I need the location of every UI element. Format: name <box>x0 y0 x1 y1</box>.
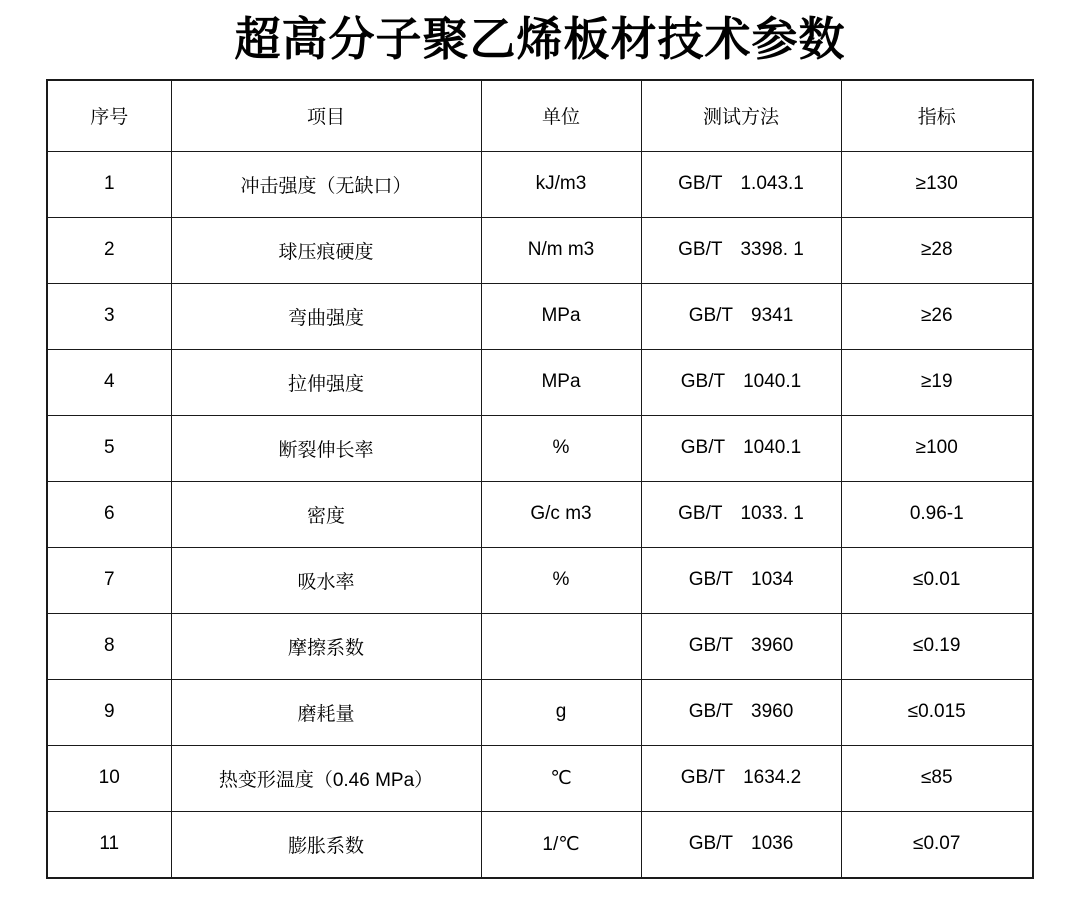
cell-method <box>641 547 841 613</box>
method-standard: GB/T <box>688 635 734 657</box>
method-standard: GB/T <box>678 239 723 261</box>
table-row <box>47 349 1033 415</box>
column-header-unit: 单位 <box>481 80 641 152</box>
cell-item: 冲击强度（无缺口） <box>171 151 481 217</box>
cell-index: ≥100 <box>841 415 1033 481</box>
method-number: 1040.1 <box>743 371 802 393</box>
cell-index: ≤0.015 <box>841 679 1033 745</box>
column-header-item: 项目 <box>171 80 481 152</box>
cell-item: 弯曲强度 <box>171 283 481 349</box>
cell-unit <box>481 613 641 679</box>
cell-index: ≥130 <box>841 151 1033 217</box>
cell-item: 热变形温度（0.46 MPa） <box>171 745 481 811</box>
cell-method <box>641 811 841 878</box>
table-header-row <box>47 80 1033 152</box>
method-standard: GB/T <box>680 437 726 459</box>
method-standard: GB/T <box>688 305 734 327</box>
cell-no: 8 <box>47 613 171 679</box>
cell-no: 1 <box>47 151 171 217</box>
cell-unit: g <box>481 679 641 745</box>
table-row <box>47 217 1033 283</box>
method-number: 3960 <box>751 701 794 723</box>
cell-unit: kJ/m3 <box>481 151 641 217</box>
table-row <box>47 151 1033 217</box>
method-standard: GB/T <box>688 701 734 723</box>
method-standard: GB/T <box>688 833 734 855</box>
cell-unit: % <box>481 415 641 481</box>
cell-item: 拉伸强度 <box>171 349 481 415</box>
cell-index: 0.96-1 <box>841 481 1033 547</box>
cell-unit: MPa <box>481 283 641 349</box>
cell-no: 2 <box>47 217 171 283</box>
cell-item: 膨胀系数 <box>171 811 481 878</box>
cell-method <box>641 283 841 349</box>
cell-method <box>641 613 841 679</box>
cell-unit: 1/℃ <box>481 811 641 878</box>
table-row <box>47 745 1033 811</box>
cell-method <box>641 481 841 547</box>
cell-index: ≥26 <box>841 283 1033 349</box>
cell-method <box>641 679 841 745</box>
method-standard: GB/T <box>678 503 723 525</box>
table-body <box>47 80 1033 878</box>
cell-method <box>641 349 841 415</box>
cell-no: 10 <box>47 745 171 811</box>
table-row <box>47 811 1033 878</box>
method-number: 3960 <box>751 635 794 657</box>
cell-no: 9 <box>47 679 171 745</box>
cell-unit: N/m m3 <box>481 217 641 283</box>
table-row <box>47 415 1033 481</box>
cell-item: 吸水率 <box>171 547 481 613</box>
cell-unit: % <box>481 547 641 613</box>
method-number: 1040.1 <box>743 437 802 459</box>
table-row <box>47 481 1033 547</box>
method-number: 1036 <box>751 833 794 855</box>
table-row <box>47 283 1033 349</box>
cell-no: 6 <box>47 481 171 547</box>
cell-index: ≤85 <box>841 745 1033 811</box>
column-header-no: 序号 <box>47 80 171 152</box>
cell-unit: G/c m3 <box>481 481 641 547</box>
method-standard: GB/T <box>678 173 723 195</box>
table-row <box>47 547 1033 613</box>
method-number: 3398. 1 <box>740 239 804 261</box>
column-header-index: 指标 <box>841 80 1033 152</box>
method-number: 9341 <box>751 305 794 327</box>
cell-item: 球压痕硬度 <box>171 217 481 283</box>
cell-item: 磨耗量 <box>171 679 481 745</box>
table-row <box>47 679 1033 745</box>
cell-item: 摩擦系数 <box>171 613 481 679</box>
cell-no: 7 <box>47 547 171 613</box>
page-title: 超高分子聚乙烯板材技术参数 <box>234 12 846 66</box>
method-number: 1034 <box>751 569 794 591</box>
cell-no: 4 <box>47 349 171 415</box>
cell-unit: ℃ <box>481 745 641 811</box>
cell-index: ≥28 <box>841 217 1033 283</box>
cell-method <box>641 415 841 481</box>
method-standard: GB/T <box>680 767 726 789</box>
method-standard: GB/T <box>680 371 726 393</box>
cell-no: 11 <box>47 811 171 878</box>
column-header-method: 测试方法 <box>641 80 841 152</box>
table-row <box>47 613 1033 679</box>
cell-unit: MPa <box>481 349 641 415</box>
technical-parameters-table <box>46 79 1034 879</box>
cell-method <box>641 745 841 811</box>
method-number: 1634.2 <box>743 767 802 789</box>
cell-no: 3 <box>47 283 171 349</box>
method-standard: GB/T <box>688 569 734 591</box>
cell-item: 断裂伸长率 <box>171 415 481 481</box>
cell-index: ≥19 <box>841 349 1033 415</box>
method-number: 1033. 1 <box>740 503 804 525</box>
cell-index: ≤0.01 <box>841 547 1033 613</box>
cell-method <box>641 151 841 217</box>
cell-item: 密度 <box>171 481 481 547</box>
method-number: 1.043.1 <box>740 173 804 195</box>
cell-method <box>641 217 841 283</box>
cell-no: 5 <box>47 415 171 481</box>
cell-index: ≤0.07 <box>841 811 1033 878</box>
cell-index: ≤0.19 <box>841 613 1033 679</box>
